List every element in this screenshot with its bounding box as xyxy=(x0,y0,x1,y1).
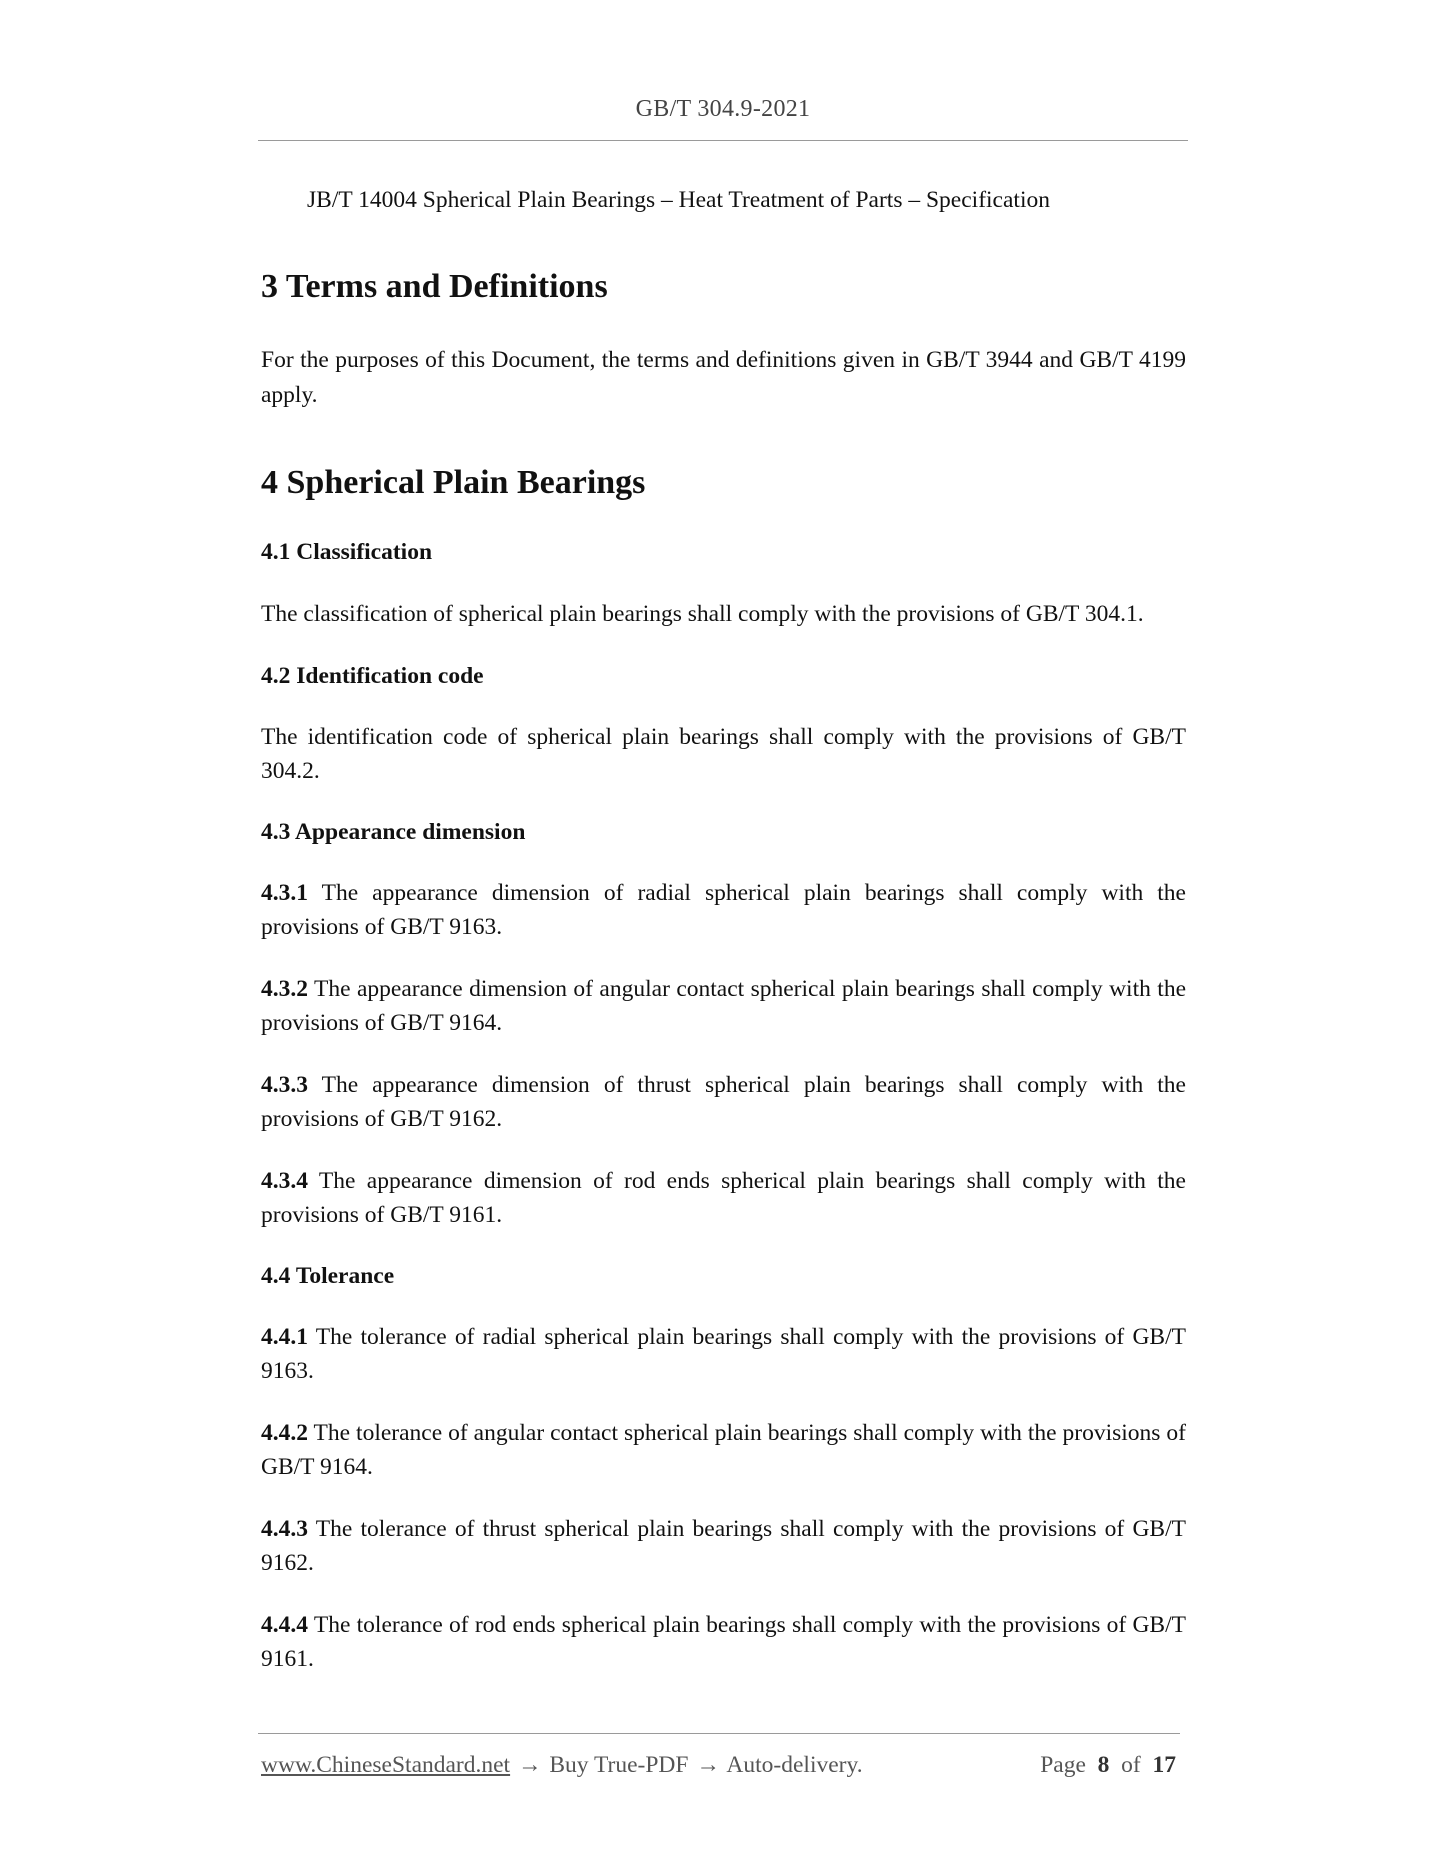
clause-4-3-3 xyxy=(261,1068,1186,1137)
page-indicator xyxy=(1040,1748,1176,1782)
page-current: 8 xyxy=(1097,1752,1110,1778)
chinesestandard-link[interactable]: www.ChineseStandard.net xyxy=(261,1752,511,1778)
clause-text: The appearance dimension of rod ends spherical plain bearings shall comply with the provisions of GB/T 9161. xyxy=(261,1167,1186,1228)
clause-4-4-2 xyxy=(261,1416,1186,1485)
clause-number: 4.4.4 xyxy=(261,1611,308,1638)
section-4-3-heading: 4.3 Appearance dimension xyxy=(261,818,526,845)
clause-number: 4.4.3 xyxy=(261,1515,308,1542)
clause-number: 4.3.1 xyxy=(261,879,308,906)
clause-number: 4.3.3 xyxy=(261,1071,308,1098)
buy-true-pdf-text: Buy True-PDF xyxy=(549,1752,689,1778)
page-total: 17 xyxy=(1152,1752,1176,1778)
section-3-heading: 3 Terms and Definitions xyxy=(261,268,608,305)
clause-text: The tolerance of thrust spherical plain bearings shall comply with the provisions of GB/T 9162. xyxy=(261,1515,1186,1576)
clause-text: The appearance dimension of angular contact spherical plain bearings shall comply with the provisions of GB/T 9164. xyxy=(261,975,1186,1036)
section-3-body: For the purposes of this Document, the terms and definitions given in GB/T 3944 and GB/T 4199 apply. xyxy=(261,347,1186,408)
section-4-1-heading: 4.1 Classification xyxy=(261,539,433,565)
clause-4-3-4 xyxy=(261,1164,1186,1233)
section-4-4-heading: 4.4 Tolerance xyxy=(261,1262,395,1289)
section-4-2-heading: 4.2 Identification code xyxy=(261,662,484,689)
footer-links xyxy=(261,1748,863,1782)
clause-text: The appearance dimension of radial spherical plain bearings shall comply with the provisions of GB/T 9163. xyxy=(261,879,1186,940)
clause-4-4-3 xyxy=(261,1512,1186,1581)
clause-number: 4.3.2 xyxy=(261,975,308,1002)
arrow-right-icon: → xyxy=(696,1752,720,1778)
clause-text: The tolerance of angular contact spherical plain bearings shall comply with the provisions of GB/T 9164. xyxy=(261,1419,1186,1480)
clause-number: 4.4.1 xyxy=(261,1323,308,1350)
clause-text: The tolerance of rod ends spherical plain bearings shall comply with the provisions of GB/T 9161. xyxy=(261,1611,1186,1672)
section-4-heading: 4 Spherical Plain Bearings xyxy=(261,464,646,501)
arrow-right-icon: → xyxy=(517,1752,542,1778)
clause-4-4-4 xyxy=(261,1608,1186,1677)
clause-4-3-2 xyxy=(261,972,1186,1041)
clause-number: 4.4.2 xyxy=(261,1419,308,1446)
section-4-2-body: The identification code of spherical plain bearings shall comply with the provisions of GB/T 304.2. xyxy=(261,723,1186,784)
page-label: Page xyxy=(1040,1752,1086,1778)
of-label: of xyxy=(1121,1752,1141,1778)
clause-4-4-1 xyxy=(261,1320,1186,1389)
page-content xyxy=(261,180,1186,1677)
clause-text: The appearance dimension of thrust spherical plain bearings shall comply with the provisions of GB/T 9162. xyxy=(261,1071,1186,1132)
normative-reference-line: JB/T 14004 Spherical Plain Bearings – Heat Treatment of Parts – Specification xyxy=(307,187,1050,213)
footer-divider xyxy=(258,1733,1180,1734)
clause-text: The tolerance of radial spherical plain bearings shall comply with the provisions of GB/T 9163. xyxy=(261,1323,1186,1384)
header-title: GB/T 304.9-2021 xyxy=(635,96,811,122)
section-4-1-body: The classification of spherical plain bearings shall comply with the provisions of GB/T 304.1. xyxy=(261,601,1144,627)
auto-delivery-text: Auto-delivery. xyxy=(726,1752,863,1778)
clause-number: 4.3.4 xyxy=(261,1167,308,1194)
header-divider xyxy=(258,140,1188,141)
clause-4-3-1 xyxy=(261,876,1186,945)
